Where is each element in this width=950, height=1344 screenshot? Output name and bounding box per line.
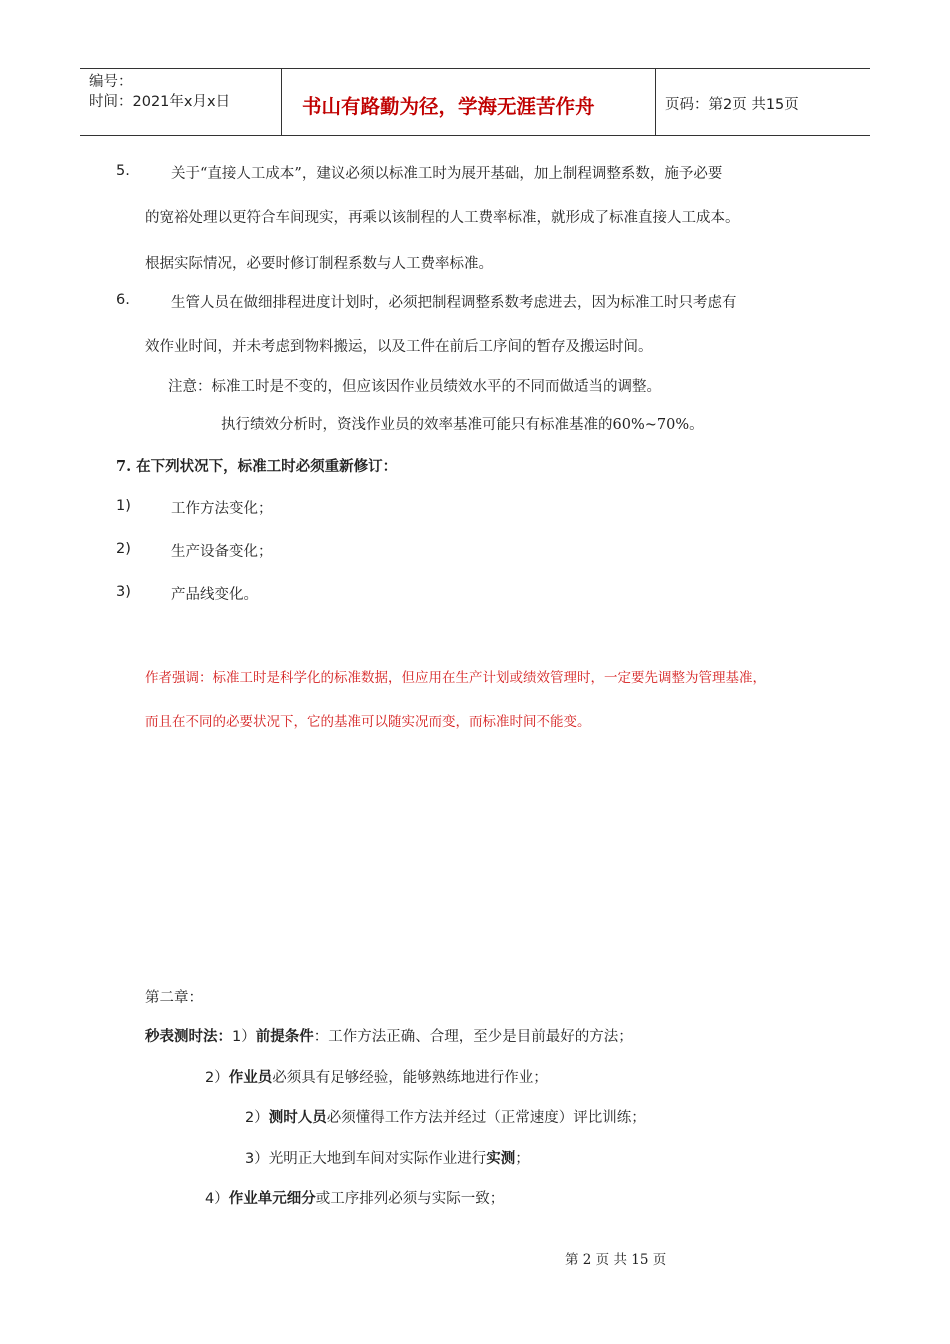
list-2-number: 2) (116, 541, 131, 557)
note-standard-time: 注意：标准工时是不变的，但应该因作业员绩效水平的不同而做适当的调整。 (168, 379, 661, 395)
item-5-number: 5. (116, 163, 130, 179)
line-3-number: 2） (245, 1110, 269, 1126)
line-5-number: 4） (205, 1191, 229, 1207)
premise-term: 前提条件 (255, 1028, 314, 1045)
line-4-text: 光明正大地到车间对实际作业进行 (268, 1151, 487, 1167)
header-divider-right (655, 68, 656, 136)
header-motto: 书山有路勤为径，学海无涯苦作舟 (302, 95, 595, 118)
item-6-number: 6. (116, 292, 130, 308)
author-note-line-2: 而且在不同的必要状况下，它的基准可以随实况而变，而标准时间不能变。 (145, 714, 591, 730)
list-3-text: 产品线变化。 (171, 587, 258, 603)
list-2-text: 生产设备变化； (171, 544, 273, 560)
author-note-line-1: 作者强调：标准工时是科学化的标准数据，但应用在生产计划或绩效管理时，一定要先调整为管理基准， (145, 670, 766, 686)
header-bottom-rule (80, 135, 870, 136)
stopwatch-method-label: 秒表测时法： (145, 1028, 232, 1045)
item-5-line-3: 根据实际情况，必要时修订制程系数与人工费率标准。 (145, 256, 493, 272)
line-1-text: ：工作方法正确、合理，至少是目前最好的方法； (313, 1029, 633, 1045)
timekeeper-term: 测时人员 (268, 1109, 327, 1126)
item-7-heading: 7. 在下列状况下，标准工时必须重新修订： (116, 458, 398, 475)
header-page-info: 页码：第2页 共15页 (665, 97, 799, 113)
chapter-2-line-5 (205, 1187, 504, 1208)
page-footer: 第 2 页 共 15 页 (565, 1252, 667, 1268)
line-4-end: ； (515, 1151, 530, 1167)
chapter-2-line-3 (245, 1106, 646, 1127)
list-1-number: 1) (116, 498, 131, 514)
line-1-number: 1） (232, 1029, 256, 1045)
actual-measurement-term: 实测 (486, 1150, 516, 1167)
header-top-rule (80, 68, 870, 69)
line-4-number: 3） (245, 1151, 269, 1167)
header-divider-left (281, 68, 282, 136)
operator-term: 作业员 (228, 1069, 273, 1086)
header-time-label: 时间：2021年x月x日 (89, 94, 231, 110)
line-2-number: 2） (205, 1070, 229, 1086)
line-3-text: 必须懂得工作方法并经过（正常速度）评比训练； (326, 1110, 646, 1126)
item-5-line-2: 的宽裕处理以更符合车间现实，再乘以该制程的人工费率标准，就形成了标准直接人工成本。 (145, 210, 740, 226)
note-performance-analysis: 执行绩效分析时，资浅作业员的效率基准可能只有标准基准的60%~70%。 (221, 417, 704, 433)
list-1-text: 工作方法变化； (171, 501, 273, 517)
list-3-number: 3) (116, 584, 131, 600)
chapter-2-line-1 (145, 1025, 633, 1046)
chapter-2-line-2 (205, 1066, 548, 1087)
work-element-term: 作业单元细分 (228, 1190, 316, 1207)
item-6-line-1: 生管人员在做细排程进度计划时，必须把制程调整系数考虑进去，因为标准工时只考虑有 (171, 295, 737, 311)
chapter-2-title: 第二章： (145, 990, 203, 1006)
chapter-2-line-4 (245, 1147, 530, 1168)
line-2-text: 必须具有足够经验，能够熟练地进行作业； (272, 1070, 548, 1086)
item-6-line-2: 效作业时间，并未考虑到物料搬运，以及工件在前后工序间的暂存及搬运时间。 (145, 339, 653, 355)
header-number-label: 编号： (89, 74, 133, 90)
line-5-text: 或工序排列必须与实际一致； (315, 1191, 505, 1207)
item-5-line-1: 关于“直接人工成本”，建议必须以标准工时为展开基础，加上制程调整系数，施予必要 (171, 166, 723, 182)
